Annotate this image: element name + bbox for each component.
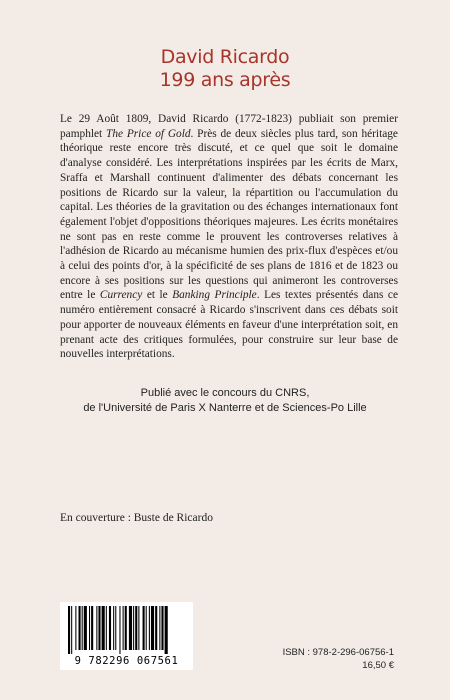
barcode-bar <box>102 606 105 650</box>
title-line-2: 199 ans après <box>159 69 291 91</box>
summary-italic-currency: Currency <box>99 289 143 302</box>
book-title <box>0 46 450 92</box>
barcode-bar <box>84 606 87 650</box>
summary-text-3: et le <box>142 289 173 302</box>
summary-text-4: . Les textes présentés dans ce numéro entièrement consacré à Ricardo s'inscrivent dans ces débats soit pour apporter de nouveaux éléments en faveur d'une interprétation soit, en prenant acte des critiques formulées, pour construire sur leur base de nouvelles interprétations. <box>60 289 398 361</box>
barcode-bar <box>129 606 132 650</box>
barcode-digits: 9 782296 067561 <box>74 655 179 667</box>
summary-text-2: . Près de deux siècles plus tard, son héritage théorique reste encore très discuté, et ce quel que soit le domaine d'analyse considéré. Les interprétations inspirées par les écrits de Marx, Sraffa et Marshall continuent d'alimenter des débats concernant les positions de Ricardo sur la valeur, la répartition ou l'accumulation du capital. Les théories de la gravitation ou des échanges internationaux font également l'objet d'oppositions théoriques majeures. Les écrits monétaires ne sont pas en reste comme le prouvent les controverses relatives à l'adhésion de Ricardo au mécanisme humien des prix-flux d'espèces et/ou à celui des points d'or, à la spécificité de ses plans de 1816 et de 1823 ou encore à ses positions sur les questions qui animeront les controverses entre le <box>60 127 398 302</box>
barcode-bar <box>79 606 81 650</box>
barcode-bar <box>91 606 93 650</box>
barcode-bar <box>125 606 127 650</box>
barcode-bar <box>161 606 163 650</box>
barcode-bar <box>96 606 97 650</box>
barcode-bar <box>135 606 137 650</box>
barcode-bar <box>68 606 70 654</box>
summary-italic-title: The Price of Gold <box>106 127 191 140</box>
barcode-bar <box>151 606 154 650</box>
barcode-bar <box>115 606 116 650</box>
barcode-bar <box>82 606 83 650</box>
isbn-label: ISBN : 978-2-296-06756-1 <box>282 647 394 658</box>
barcode-bar <box>71 606 72 654</box>
barcode-bar <box>98 606 100 650</box>
title-line-1: David Ricardo <box>160 46 290 68</box>
barcode-bar <box>113 606 114 650</box>
price-label: 16,50 € <box>362 660 394 671</box>
summary-italic-banking: Banking Principle <box>172 289 257 302</box>
publisher-line-2: de l'Université de Paris X Nanterre et de Sciences-Po Lille <box>83 402 367 414</box>
barcode-bar <box>123 606 124 650</box>
publisher-note <box>0 386 450 416</box>
barcode-bar <box>159 606 160 650</box>
barcode <box>60 602 193 670</box>
barcode-bar <box>133 606 134 650</box>
summary-paragraph <box>60 112 398 362</box>
barcode-bar <box>165 606 168 654</box>
barcode-bar <box>149 606 150 650</box>
barcode-bars <box>64 606 189 654</box>
barcode-bar <box>89 606 90 650</box>
cover-credit: En couverture : Buste de Ricardo <box>60 512 213 524</box>
barcode-bar <box>119 606 120 654</box>
barcode-bar <box>143 606 145 650</box>
barcode-bar <box>75 606 76 650</box>
barcode-bar <box>109 606 111 650</box>
barcode-bar <box>146 606 147 650</box>
summary-text-1: Le 29 Août 1809, David Ricardo (1772-1823) publiait son premier pamphlet <box>60 113 398 140</box>
barcode-bar <box>155 606 157 650</box>
barcode-bar <box>106 606 107 650</box>
barcode-bar <box>138 606 139 650</box>
publisher-line-1: Publié avec le concours du CNRS, <box>140 387 310 399</box>
